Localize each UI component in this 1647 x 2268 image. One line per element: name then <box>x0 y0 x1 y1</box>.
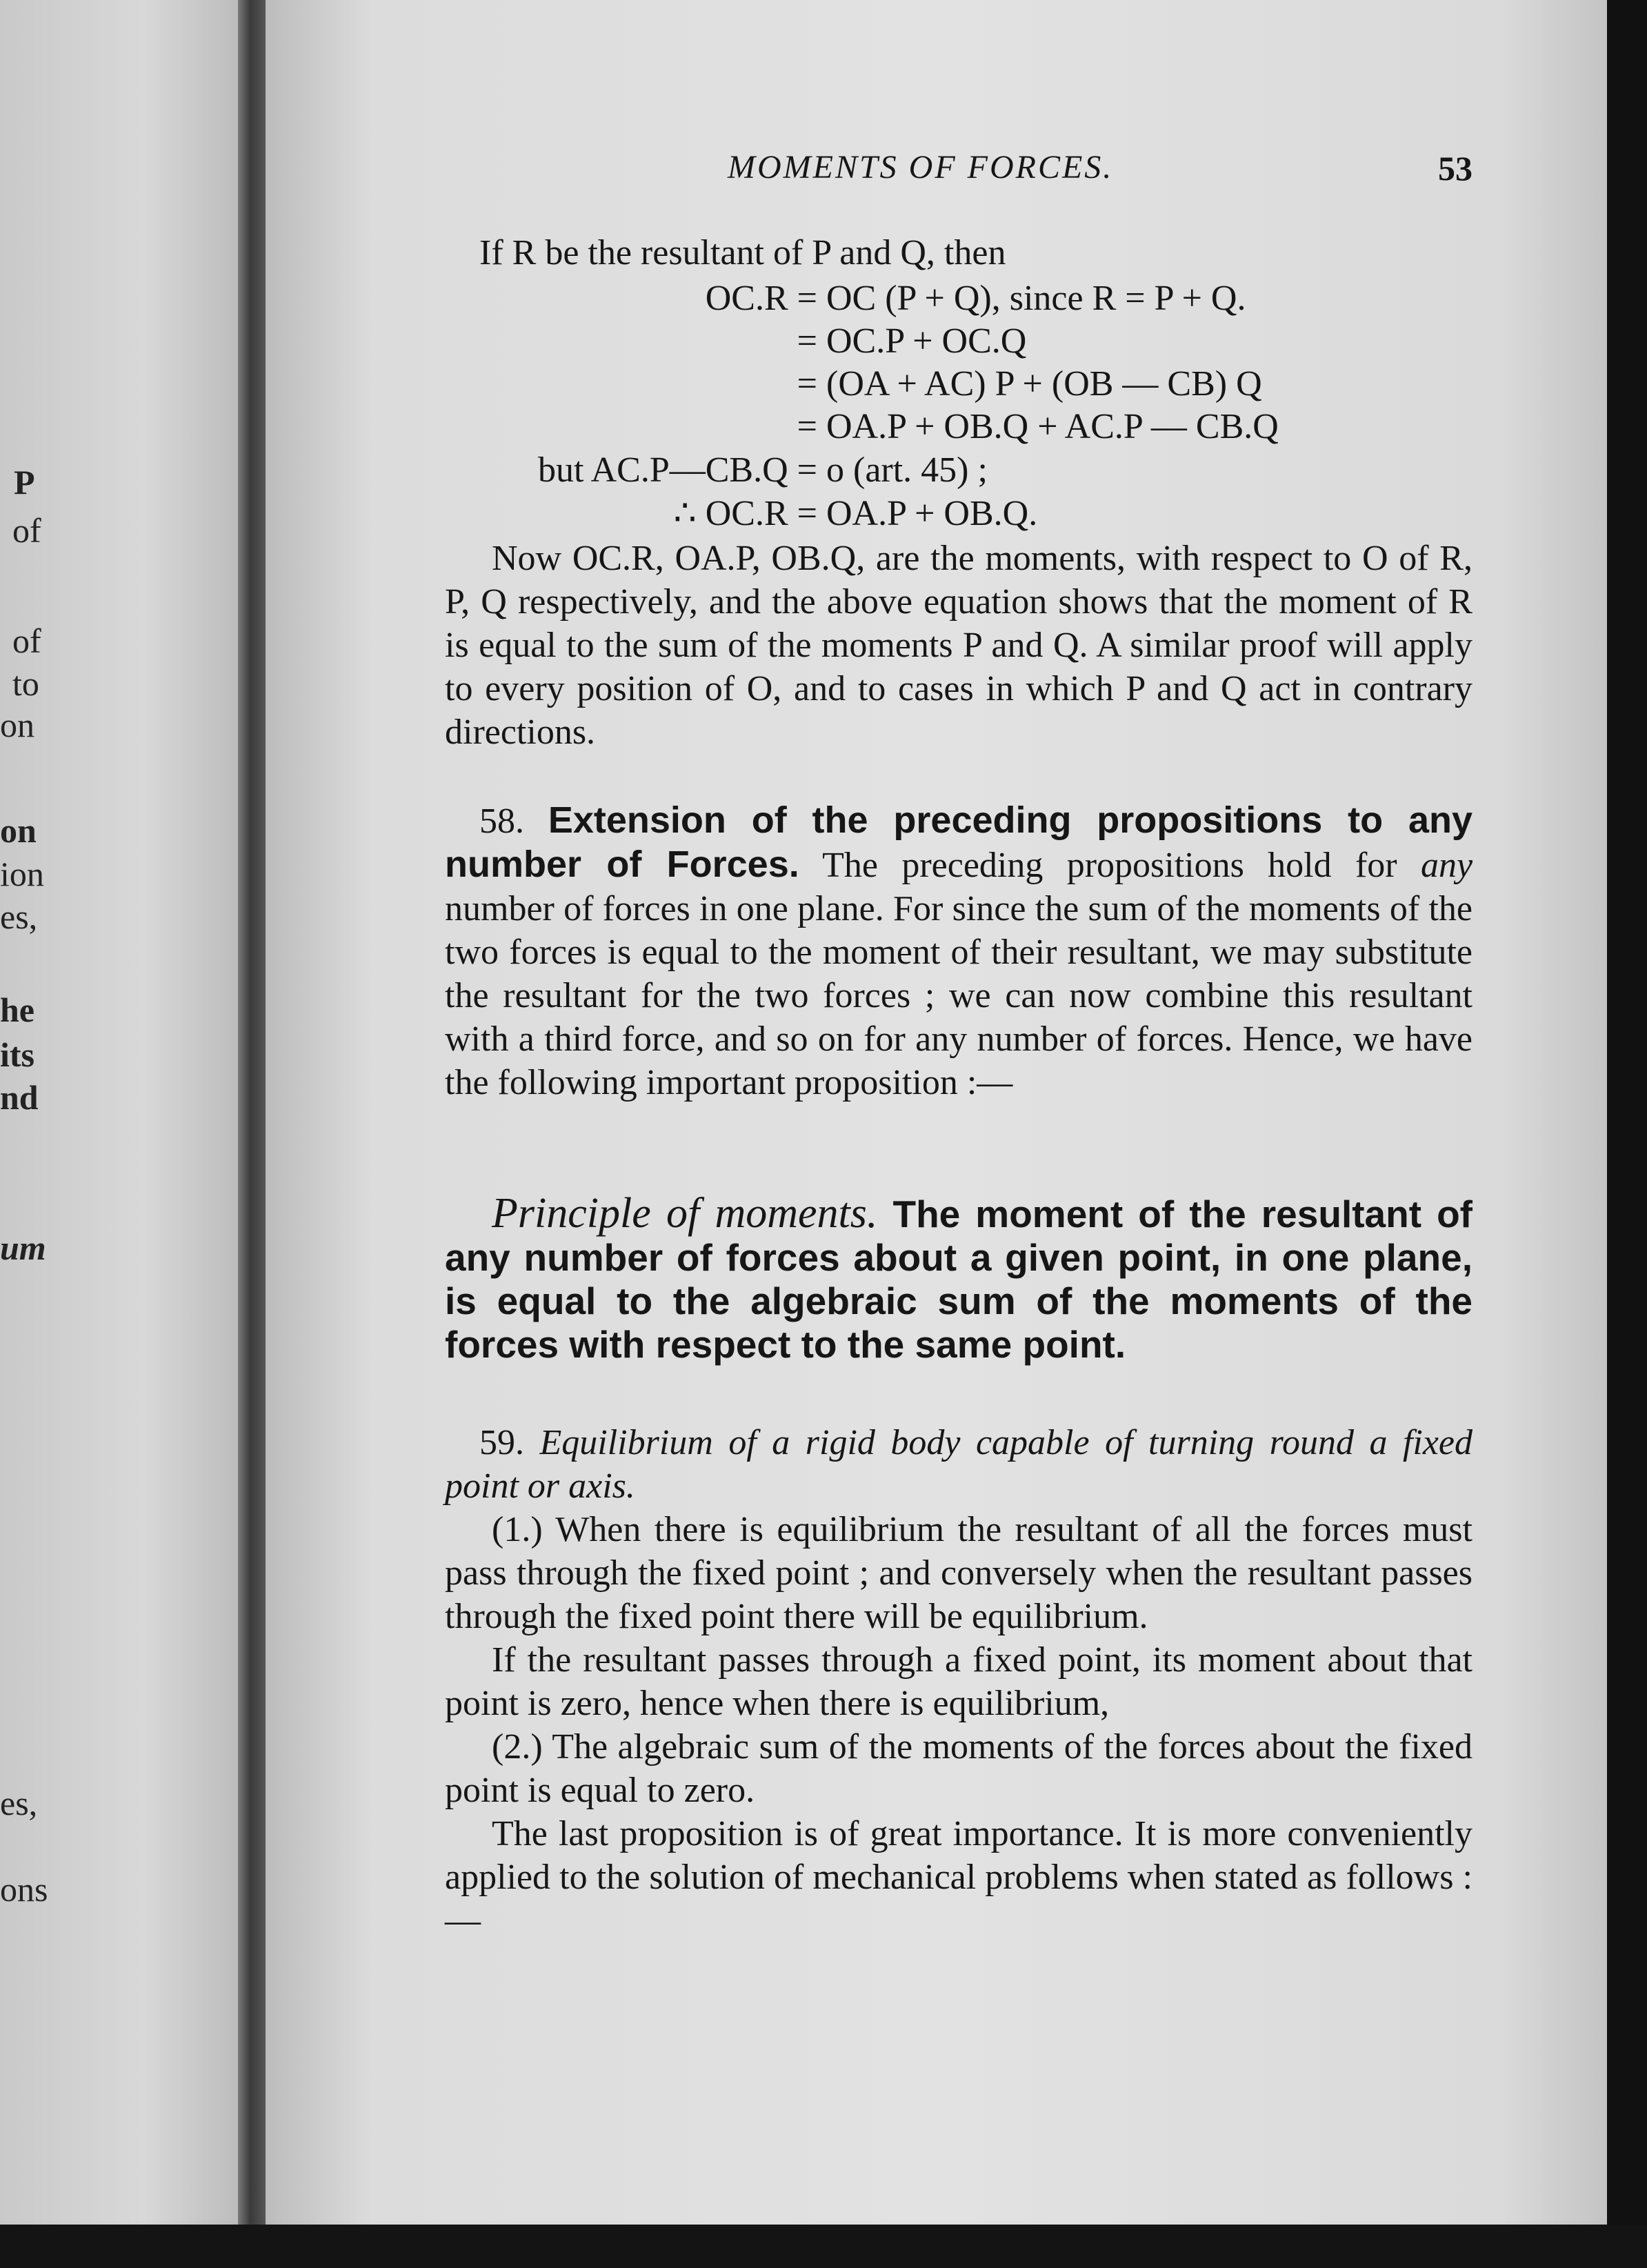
section-body: number of forces in one plane. For since the sum of the moments of the two forces is equal to the moment of their resultant, we may substitute the resultant for the two forces ; we can now combine this resultant with a third force, and so on for any number of forces. Hence, we have the following important proposition :— <box>445 889 1473 1102</box>
principle-of-moments <box>445 1192 1473 1366</box>
item-number: (2.) <box>492 1727 543 1767</box>
left-fragment: es, <box>0 897 38 936</box>
left-fragment: to <box>12 664 39 703</box>
equation-rhs: OA.P + OB.Q. <box>826 494 1038 533</box>
equation-row <box>445 493 1037 534</box>
left-fragment: on <box>0 706 34 744</box>
equation-row <box>445 364 1262 404</box>
left-fragment: on <box>0 811 37 850</box>
left-fragment: es, <box>0 1784 38 1822</box>
page-edge-right <box>1607 0 1647 2268</box>
equation-rhs: (OA + AC) P + (OB — CB) Q <box>826 364 1262 404</box>
equation-rhs: o (art. 45) ; <box>826 450 988 490</box>
left-fragment: of <box>12 621 41 660</box>
item-text: The algebraic sum of the moments of the forces about the fixed point is equal to zero. <box>445 1727 1473 1810</box>
running-title: MOMENTS OF FORCES. <box>728 149 1114 186</box>
section-number: 59. <box>479 1423 524 1462</box>
item-text: When there is equilibrium the resultant of all the forces must pass through the fixed point ; and conversely when the resultant passes through the fixed point there will be equilibrium. <box>445 1510 1473 1636</box>
left-fragment: P <box>14 463 35 501</box>
equation-lhs: = <box>797 321 817 361</box>
equation-row <box>445 450 988 490</box>
paragraph-text: If the resultant passes through a fixed point, its moment about that point is zero, hence when there is equilibrium, <box>445 1640 1473 1723</box>
left-fragment: ons <box>0 1870 48 1909</box>
equation-lhs: but AC.P—CB.Q = <box>538 450 817 490</box>
equation-lhs: = <box>797 407 817 446</box>
equation-lhs: OC.R = <box>705 279 817 318</box>
equation-row <box>445 406 1279 447</box>
paragraph-moments <box>445 537 1473 754</box>
section-body-emphasis: any <box>1420 846 1473 885</box>
intro-text: If R be the resultant of P and Q, then <box>479 233 1006 272</box>
left-page <box>0 0 238 2225</box>
equation-lhs: = <box>797 364 817 404</box>
left-fragment: nd <box>0 1078 39 1117</box>
section-heading: Equilibrium of a rigid body capable of turning round a fixed point or axis. <box>445 1423 1473 1506</box>
section-58 <box>445 799 1473 1104</box>
left-fragment: its <box>0 1035 34 1074</box>
left-fragment: um <box>0 1228 46 1267</box>
intro-line <box>445 231 1473 275</box>
equation-row <box>445 278 1246 319</box>
page-number: 53 <box>1438 149 1473 188</box>
equation-rhs: OC (P + Q), since R = P + Q. <box>826 279 1246 318</box>
page-edge-bottom <box>0 2225 1647 2268</box>
equation-rhs: OC.P + OC.Q <box>826 321 1027 361</box>
section-59 <box>445 1421 1473 1942</box>
section-body: The preceding propositions hold for <box>822 846 1397 885</box>
left-fragment: of <box>12 511 41 550</box>
book-gutter <box>238 0 266 2225</box>
left-fragment: ion <box>0 855 44 893</box>
section-number: 58. <box>479 802 524 841</box>
principle-statement: The moment of the resultant of any number of forces about a given point, in one plane, is equal to the algebraic sum of the moments of the forces with respect to the same point. <box>445 1193 1473 1366</box>
equation-rhs: OA.P + OB.Q + AC.P — CB.Q <box>826 407 1279 446</box>
equation-lhs: ∴ OC.R = <box>673 494 817 533</box>
running-head <box>445 148 1473 197</box>
equation-row <box>445 321 1026 361</box>
left-fragment: he <box>0 991 34 1029</box>
paragraph-text: The last proposition is of great importance. It is more conveniently applied to the solution of mechanical problems when stated as follows :— <box>445 1814 1473 1940</box>
section-heading: Extension of the preceding propositions to any number of Forces. <box>445 799 1473 885</box>
item-number: (1.) <box>492 1510 543 1549</box>
principle-name: Principle of moments. <box>492 1190 878 1237</box>
paragraph-text: Now OC.R, OA.P, OB.Q, are the moments, with respect to O of R, P, Q respectively, and the above equation shows that the moment of R is equal to the sum of the moments P and Q. A similar proof will apply to every position of O, and to cases in which P and Q act in contrary directions. <box>445 539 1473 752</box>
